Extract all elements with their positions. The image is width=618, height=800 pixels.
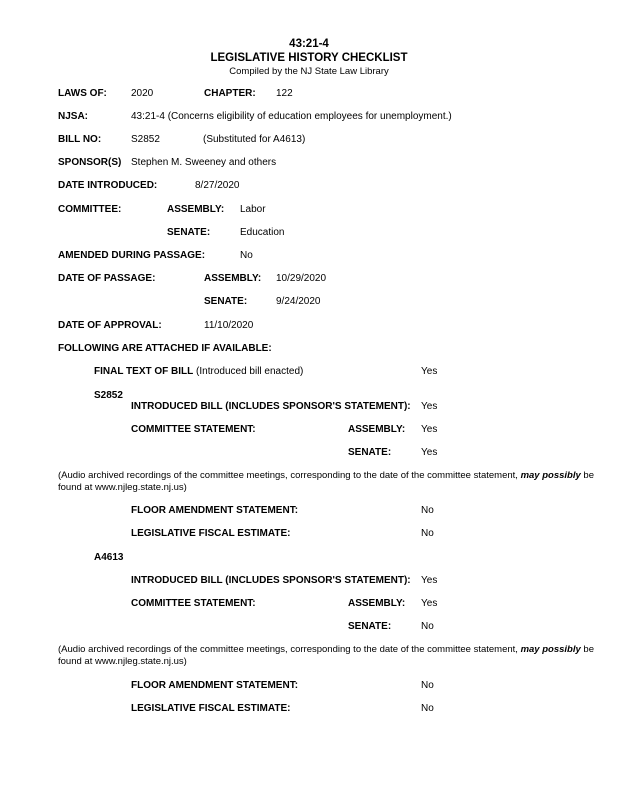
s2852-introduced-value: Yes: [421, 401, 438, 412]
date-introduced-value: 8/27/2020: [195, 180, 240, 191]
date-of-approval-label: DATE OF APPROVAL:: [58, 320, 162, 331]
passage-senate-label: SENATE:: [204, 296, 248, 307]
date-of-passage-label: DATE OF PASSAGE:: [58, 273, 156, 284]
committee-senate-value: Education: [240, 227, 285, 238]
final-text-row: [94, 366, 303, 378]
passage-senate-value: 9/24/2020: [276, 296, 321, 307]
final-text-note: (Introduced bill enacted): [196, 366, 304, 377]
a4613-bill-heading: A4613: [94, 552, 124, 563]
s2852-senate-label: SENATE:: [348, 447, 392, 458]
attached-heading: FOLLOWING ARE ATTACHED IF AVAILABLE:: [58, 343, 272, 354]
date-introduced-label: DATE INTRODUCED:: [58, 180, 158, 191]
passage-assembly-label: ASSEMBLY:: [204, 273, 262, 284]
s2852-floor-label: FLOOR AMENDMENT STATEMENT:: [131, 505, 299, 516]
committee-assembly-label: ASSEMBLY:: [167, 204, 225, 215]
committee-assembly-value: Labor: [240, 204, 266, 215]
njsa-label: NJSA:: [58, 111, 89, 122]
amended-label: AMENDED DURING PASSAGE:: [58, 250, 206, 261]
sponsors-label: SPONSOR(S): [58, 157, 122, 168]
audio-note-text: (Audio archived recordings of the committee meetings, corresponding to the date of the committee statement,: [58, 470, 521, 481]
amended-value: No: [240, 250, 253, 261]
audio-note-2: [58, 644, 603, 668]
s2852-fiscal-value: No: [421, 528, 434, 539]
a4613-floor-value: No: [421, 680, 434, 691]
njsa-value: 43:21-4 (Concerns eligibility of education employees for unemployment.): [131, 111, 452, 122]
s2852-senate-value: Yes: [421, 447, 438, 458]
audio-note-emphasis: may possibly: [520, 644, 581, 655]
s2852-assembly-value: Yes: [421, 424, 438, 435]
a4613-committee-label: COMMITTEE STATEMENT:: [131, 598, 256, 609]
committee-senate-label: SENATE:: [167, 227, 211, 238]
a4613-assembly-label: ASSEMBLY:: [348, 598, 406, 609]
audio-note-text: be found at www.njleg.state.nj.us): [58, 470, 594, 493]
a4613-introduced-label: INTRODUCED BILL (INCLUDES SPONSOR'S STATEMENT):: [131, 575, 411, 586]
a4613-fiscal-label: LEGISLATIVE FISCAL ESTIMATE:: [131, 703, 291, 714]
bill-no-substitute-note: (Substituted for A4613): [203, 134, 306, 145]
a4613-fiscal-value: No: [421, 703, 434, 714]
s2852-bill-heading: S2852: [94, 390, 123, 401]
a4613-senate-label: SENATE:: [348, 621, 392, 632]
audio-note-1: [58, 470, 603, 494]
chapter-label: CHAPTER:: [204, 88, 256, 99]
passage-assembly-value: 10/29/2020: [276, 273, 327, 284]
s2852-introduced-label: INTRODUCED BILL (INCLUDES SPONSOR'S STATEMENT):: [131, 401, 411, 412]
committee-label: COMMITTEE:: [58, 204, 122, 215]
a4613-introduced-value: Yes: [421, 575, 438, 586]
laws-of-value: 2020: [131, 88, 154, 99]
bill-no-label: BILL NO:: [58, 134, 102, 145]
audio-note-emphasis: may possibly: [520, 470, 581, 481]
final-text-label: FINAL TEXT OF BILL: [94, 366, 194, 377]
page-title: LEGISLATIVE HISTORY CHECKLIST: [210, 52, 408, 64]
audio-note-text: (Audio archived recordings of the committee meetings, corresponding to the date of the committee statement,: [58, 644, 521, 655]
s2852-floor-value: No: [421, 505, 434, 516]
chapter-value: 122: [276, 88, 293, 99]
final-text-value: Yes: [421, 366, 438, 377]
page-subtitle: Compiled by the NJ State Law Library: [229, 66, 389, 77]
s2852-assembly-label: ASSEMBLY:: [348, 424, 406, 435]
a4613-senate-value: No: [421, 621, 434, 632]
statute-number: 43:21-4: [289, 38, 329, 50]
laws-of-label: LAWS OF:: [58, 88, 107, 99]
a4613-floor-label: FLOOR AMENDMENT STATEMENT:: [131, 680, 299, 691]
s2852-fiscal-label: LEGISLATIVE FISCAL ESTIMATE:: [131, 528, 291, 539]
a4613-assembly-value: Yes: [421, 598, 438, 609]
audio-note-text: be found at www.njleg.state.nj.us): [58, 644, 594, 667]
s2852-committee-label: COMMITTEE STATEMENT:: [131, 424, 256, 435]
sponsors-value: Stephen M. Sweeney and others: [131, 157, 277, 168]
bill-no-value: S2852: [131, 134, 160, 145]
date-of-approval-value: 11/10/2020: [204, 320, 254, 331]
